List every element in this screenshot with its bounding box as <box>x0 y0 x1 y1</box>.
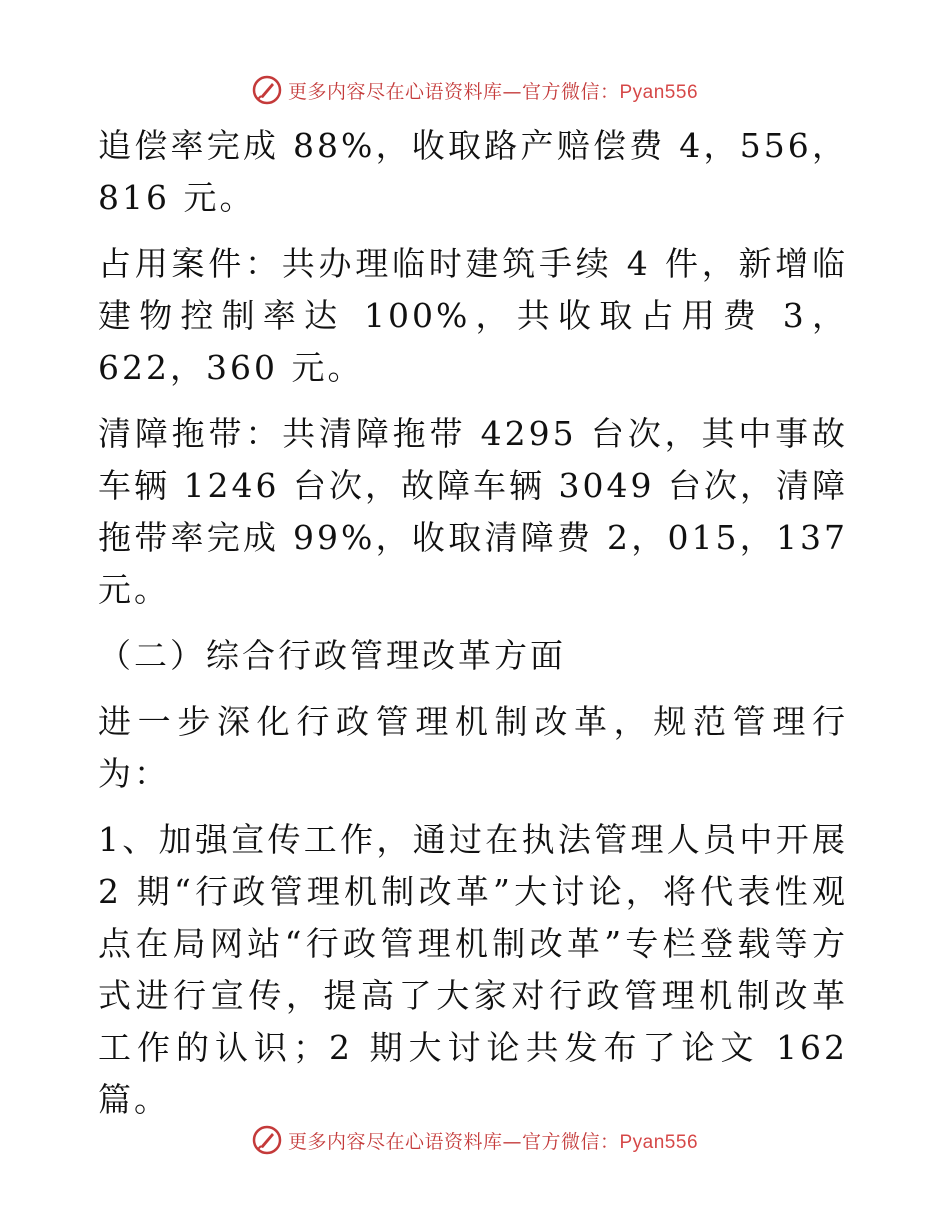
document-body <box>98 120 848 1140</box>
header-watermark <box>0 70 950 110</box>
watermark-text: 更多内容尽在心语资料库—官方微信：Pyan556 <box>287 1130 699 1153</box>
quill-logo-icon <box>252 75 282 105</box>
section-heading-admin-reform: （二）综合行政管理改革方面 <box>98 636 566 675</box>
watermark-text: 更多内容尽在心语资料库—官方微信：Pyan556 <box>287 80 699 103</box>
quill-logo-icon <box>252 1125 282 1155</box>
paragraph-towing: 清障拖带：共清障拖带 4295 台次，其中事故车辆 1246 台次，故障车辆 3049 台次，清障拖带率完成 99%，收取清障费 2，015，137 元。 <box>98 414 848 609</box>
paragraph-compensation: 追偿率完成 88%，收取路产赔偿费 4，556，816 元。 <box>98 126 848 217</box>
footer-watermark <box>0 1120 950 1160</box>
paragraph-occupancy-cases: 占用案件：共办理临时建筑手续 4 件，新增临建物控制率达 100%，共收取占用费 3，622，360 元。 <box>98 244 848 387</box>
paragraph-publicity-work: 1、加强宣传工作，通过在执法管理人员中开展 2 期“行政管理机制改革”大讨论，将代表性观点在局网站“行政管理机制改革”专栏登载等方式进行宣传，提高了大家对行政管理机制改革工作的认识；2 期大讨论共发布了论文 162 篇。 <box>98 820 848 1119</box>
paragraph-reform-intro: 进一步深化行政管理机制改革，规范管理行为： <box>98 702 848 793</box>
